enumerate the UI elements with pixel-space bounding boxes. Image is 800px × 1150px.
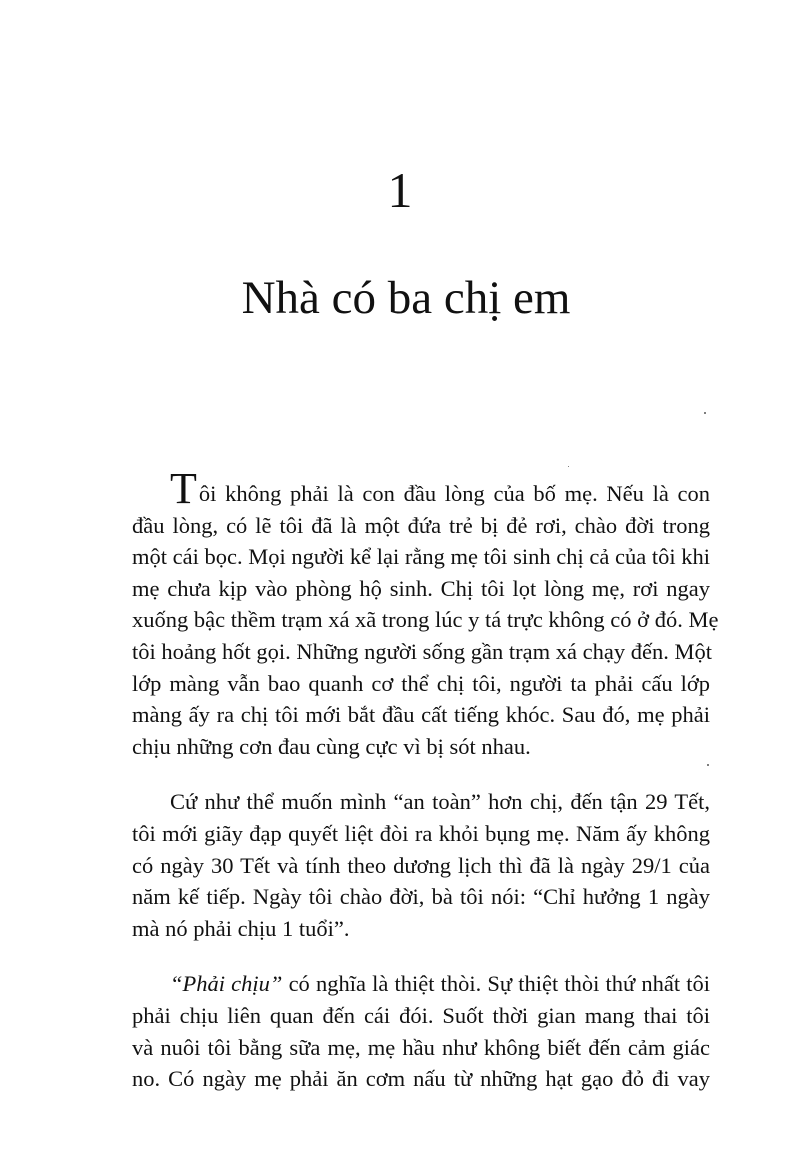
paragraph-line: mẹ chưa kịp vào phòng hộ sinh. Chị tôi lọt lòng mẹ, rơi ngay — [132, 575, 710, 601]
paragraph-line: no. Có ngày mẹ phải ăn cơm nấu từ những hạt gạo đỏ đi vay — [132, 1066, 710, 1092]
paragraph-line: Tôi không phải là con đầu lòng của bố mẹ. Nếu là con — [170, 464, 710, 513]
paragraph-gap — [132, 762, 710, 786]
paragraph-line: năm kế tiếp. Ngày tôi chào đời, bà tôi nói: “Chỉ hưởng 1 ngày — [132, 884, 710, 910]
paragraph-1 — [132, 464, 719, 762]
paragraph-line: xuống bậc thềm trạm xá xã trong lúc y tá trực không có ở đó. Mẹ — [132, 607, 719, 633]
drop-cap: T — [170, 464, 197, 513]
paragraph-line: lớp màng vẫn bao quanh cơ thể chị tôi, người ta phải cấu lớp — [132, 670, 710, 696]
chapter-number: 1 — [387, 162, 413, 218]
paragraph-line: một cái bọc. Mọi người kể lại rằng mẹ tôi sinh chị cả của tôi khi — [132, 544, 710, 570]
paragraph-line: tôi hoảng hốt gọi. Những người sống gần trạm xá chạy đến. Một — [132, 638, 712, 664]
paragraph-3 — [132, 968, 710, 1094]
paragraph-line: màng ấy ra chị tôi mới bắt đầu cất tiếng khóc. Sau đó, mẹ phải — [132, 702, 710, 728]
paragraph-line: “Phải chịu” có nghĩa là thiệt thòi. Sự thiệt thòi thứ nhất tôi — [170, 971, 711, 997]
italic-emphasis: “Phải chịu” — [170, 971, 283, 997]
paragraph-line: chịu những cơn đau cùng cực vì bị sót nhau. — [132, 733, 531, 759]
chapter-body — [132, 464, 719, 1095]
paragraph-2 — [132, 786, 710, 944]
paragraph-line: và nuôi tôi bằng sữa mẹ, mẹ hầu như không biết đến cảm giác — [132, 1034, 710, 1060]
scan-speck — [704, 412, 706, 414]
paragraph-line: Cứ như thể muốn mình “an toàn” hơn chị, đến tận 29 Tết, — [170, 789, 710, 815]
paragraph-gap — [132, 944, 710, 968]
paragraph-line: phải chịu liên quan đến cái đói. Suốt thời gian mang thai tôi — [132, 1002, 710, 1028]
scan-speck — [568, 466, 569, 467]
scan-speck — [707, 764, 709, 766]
chapter-title: Nhà có ba chị em — [241, 272, 571, 324]
paragraph-line: mà nó phải chịu 1 tuổi”. — [132, 915, 350, 941]
paragraph-line: có ngày 30 Tết và tính theo dương lịch thì đã là ngày 29/1 của — [132, 852, 710, 878]
paragraph-line: đầu lòng, có lẽ tôi đã là một đứa trẻ bị đẻ rơi, chào đời trong — [132, 512, 710, 538]
paragraph-line: tôi mới giãy đạp quyết liệt đòi ra khỏi bụng mẹ. Năm ấy không — [132, 820, 710, 846]
